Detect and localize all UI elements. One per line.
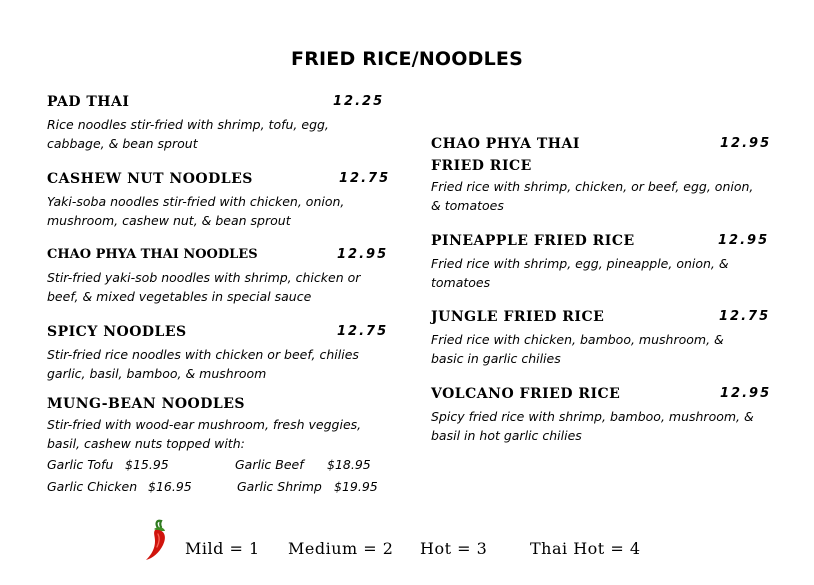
menu-item-cashew-nut-noodles [47, 168, 391, 244]
legend-thai-hot: Thai Hot = 4 [530, 539, 641, 558]
item-name: PINEAPPLE FRIED RICE [431, 233, 635, 249]
menu-item-volcano-fried-rice [431, 383, 771, 445]
item-price: 12.95 [337, 247, 389, 262]
item-price: 12.95 [720, 386, 772, 401]
option-label: Garlic Shrimp [237, 479, 322, 494]
item-name: MUNG-BEAN NOODLES [47, 396, 246, 412]
mung-bean-options-row-2 [47, 476, 387, 498]
item-name: CASHEW NUT NOODLES [47, 171, 253, 187]
menu-item-mung-bean-noodles [47, 393, 387, 498]
left-column [47, 91, 391, 498]
item-price: 12.95 [718, 233, 770, 248]
item-price: 12.75 [719, 309, 771, 324]
menu-item-pad-thai [47, 91, 387, 168]
item-description: Spicy fried rice with shrimp, bamboo, mushroom, & basil in hot garlic chilies [431, 409, 754, 443]
item-description: Fried rice with shrimp, egg, pineapple, onion, & tomatoes [431, 256, 729, 290]
menu-item-spicy-noodles [47, 321, 387, 393]
item-price: 12.75 [339, 171, 391, 186]
menu-item-jungle-fried-rice [431, 306, 771, 383]
item-description: Yaki-soba noodles stir-fried with chicken, onion, mushroom, cashew nut, & bean sprout [47, 194, 345, 228]
item-name: JUNGLE FRIED RICE [431, 309, 605, 325]
item-description: Stir-fried yaki-sob noodles with shrimp, chicken or beef, & mixed vegetables in special sauce [47, 270, 361, 304]
legend-mild: Mild = 1 [185, 539, 260, 558]
spice-legend [0, 533, 814, 567]
chili-pepper-icon [143, 519, 171, 563]
item-name: SPICY NOODLES [47, 324, 187, 340]
item-description: Stir-fried with wood-ear mushroom, fresh veggies, basil, cashew nuts topped with: [47, 417, 362, 451]
item-name-line-2: FRIED RICE [431, 158, 532, 174]
item-description: Rice noodles stir-fried with shrimp, tofu, egg, cabbage, & bean sprout [47, 117, 329, 151]
option-label: Garlic Chicken [47, 479, 138, 494]
item-name: CHAO PHYA THAI [431, 136, 580, 152]
option-price: $19.95 [334, 479, 378, 494]
option-label: Garlic Tofu [47, 457, 114, 472]
legend-medium: Medium = 2 [288, 539, 394, 558]
option-price: $15.95 [125, 457, 169, 472]
item-description: Fried rice with chicken, bamboo, mushroom, & basic in garlic chilies [431, 332, 724, 366]
item-price: 12.25 [333, 94, 385, 109]
item-description: Stir-fried rice noodles with chicken or beef, chilies garlic, basil, bamboo, & mushroom [47, 347, 359, 381]
item-price: 12.75 [337, 324, 389, 339]
menu-item-chao-phya-thai-noodles [47, 244, 387, 321]
item-name: PAD THAI [47, 94, 130, 110]
right-column [431, 133, 771, 445]
menu-title: FRIED RICE/NOODLES [291, 48, 523, 70]
option-label: Garlic Beef [235, 457, 304, 472]
item-name: VOLCANO FRIED RICE [431, 386, 621, 402]
option-price: $16.95 [148, 479, 192, 494]
menu-item-chao-phya-thai-fried-rice [431, 133, 771, 230]
mung-bean-options-row-1 [47, 454, 387, 476]
item-name: CHAO PHYA THAI NOODLES [47, 247, 258, 262]
item-description: Fried rice with shrimp, chicken, or beef, egg, onion, & tomatoes [431, 179, 754, 213]
legend-hot: Hot = 3 [420, 539, 488, 558]
menu-item-pineapple-fried-rice [431, 230, 771, 306]
option-price: $18.95 [327, 457, 371, 472]
item-price: 12.95 [720, 136, 772, 151]
